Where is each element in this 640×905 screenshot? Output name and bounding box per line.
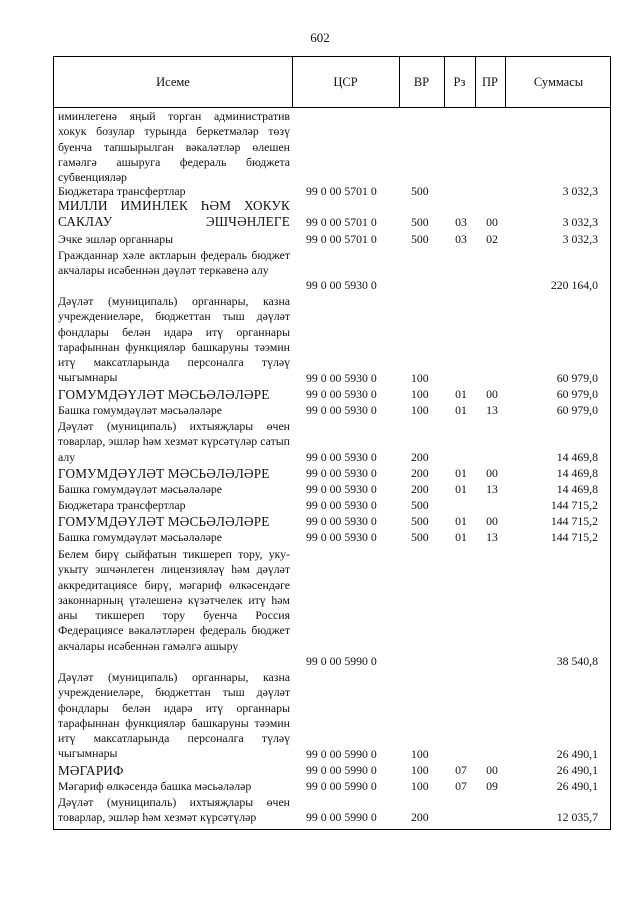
row-sum: 38 540,8 xyxy=(556,654,598,668)
column-header-pr: ПР xyxy=(482,75,498,89)
row-pr: 00 xyxy=(486,466,498,480)
row-pr: 00 xyxy=(486,387,498,401)
row-vr: 100 xyxy=(411,763,429,777)
row-name: Дәүләт (муниципаль) органнары, казна учреждениеләре, бюджеттан тыш дәүләт фондлары белән идарә итү органнары тарафыннан функцияләр башкаруны тәэмин итү максатларында персоналга түләү чыгымнары xyxy=(58,670,290,761)
row-vr: 500 xyxy=(411,514,429,528)
column-header-csr: ЦСР xyxy=(333,75,358,89)
row-name: Бюджетара трансфертлар xyxy=(58,498,186,512)
row-vr: 500 xyxy=(411,184,429,198)
row-pr: 00 xyxy=(486,215,498,229)
row-sum: 220 164,0 xyxy=(550,278,598,292)
budget-table xyxy=(53,56,611,830)
row-name: ГОМУМДӘҮЛӘТ МӘСЬӘЛӘЛӘРЕ xyxy=(58,466,270,481)
row-pr: 13 xyxy=(486,403,498,417)
row-rz: 07 xyxy=(455,763,467,777)
row-rz: 01 xyxy=(455,403,467,417)
row-sum: 12 035,7 xyxy=(556,810,598,824)
row-name: Бюджетара трансфертлар xyxy=(58,184,186,198)
row-name: Дәүләт (муниципаль) ихтыяҗлары өчен товарлар, эшләр һәм хезмәт күрсәтүләр сатып алу xyxy=(58,419,290,464)
row-name: Башка гомумдәүләт мәсьәләләре xyxy=(58,482,223,496)
row-sum: 14 469,8 xyxy=(556,466,598,480)
row-vr: 500 xyxy=(411,215,429,229)
row-sum: 144 715,2 xyxy=(550,498,598,512)
page-number: 602 xyxy=(310,30,330,45)
row-pr: 13 xyxy=(486,530,498,544)
row-csr: 99 0 00 5990 0 xyxy=(306,747,377,761)
row-sum: 3 032,3 xyxy=(562,184,598,198)
row-rz: 03 xyxy=(455,215,467,229)
row-name: Мәгариф өлкәсендә башка мәсьәләләр xyxy=(58,779,252,793)
row-vr: 500 xyxy=(411,232,429,246)
row-vr: 100 xyxy=(411,779,429,793)
row-csr: 99 0 00 5701 0 xyxy=(306,232,377,246)
row-name: Белем бирү сыйфатын тикшереп тору, уку-укыту эшчәнлеген лицензияләү һәм дәүләт аккредитациясе бирү, мәгариф өлкәсендәге законнарның үтәлешенә күзәтчелек итү һәм аны тикшереп тору буенча Россия Федерациясе вәкаләтләрен федераль бюджет акчалары исәбеннән гамәлгә ашыру xyxy=(58,547,290,653)
row-sum: 26 490,1 xyxy=(556,763,598,777)
row-name: ГОМУМДӘҮЛӘТ МӘСЬӘЛӘЛӘРЕ xyxy=(58,514,270,529)
row-vr: 100 xyxy=(411,747,429,761)
row-name: МИЛЛИ ИМИНЛЕК ҺӘМ ХОКУК САКЛАУ ЭШЧӘНЛЕГЕ xyxy=(58,198,290,229)
row-csr: 99 0 00 5930 0 xyxy=(306,498,377,512)
row-name: Эчке эшләр органнары xyxy=(58,232,174,246)
row-csr: 99 0 00 5930 0 xyxy=(306,466,377,480)
row-sum: 26 490,1 xyxy=(556,779,598,793)
row-rz: 01 xyxy=(455,387,467,401)
row-pr: 13 xyxy=(486,482,498,496)
row-csr: 99 0 00 5990 0 xyxy=(306,779,377,793)
column-header-name: Исеме xyxy=(156,75,190,89)
row-vr: 500 xyxy=(411,498,429,512)
row-csr: 99 0 00 5930 0 xyxy=(306,278,377,292)
row-vr: 100 xyxy=(411,403,429,417)
row-name: Башка гомумдәүләт мәсьәләләре xyxy=(58,403,223,417)
row-rz: 01 xyxy=(455,514,467,528)
row-rz: 07 xyxy=(455,779,467,793)
row-csr: 99 0 00 5701 0 xyxy=(306,184,377,198)
row-pr: 09 xyxy=(486,779,498,793)
row-vr: 500 xyxy=(411,530,429,544)
row-name: иминлегенә яңый торган административ хокук бозулар турында беркетмәләр төзү буенча тапшырылган вәкаләтләр өлешен гамәлгә ашыруга федераль бюджета субвенцияләр xyxy=(58,109,290,185)
row-sum: 3 032,3 xyxy=(562,232,598,246)
row-csr: 99 0 00 5701 0 xyxy=(306,215,377,229)
row-csr: 99 0 00 5990 0 xyxy=(306,654,377,668)
row-sum: 14 469,8 xyxy=(556,482,598,496)
column-header-sum: Суммасы xyxy=(533,75,584,89)
row-name: Башка гомумдәүләт мәсьәләләре xyxy=(58,530,223,544)
row-vr: 200 xyxy=(411,450,429,464)
row-sum: 144 715,2 xyxy=(550,514,598,528)
row-rz: 01 xyxy=(455,530,467,544)
row-pr: 00 xyxy=(486,514,498,528)
row-pr: 02 xyxy=(486,232,498,246)
row-csr: 99 0 00 5990 0 xyxy=(306,810,377,824)
row-csr: 99 0 00 5930 0 xyxy=(306,403,377,417)
row-sum: 60 979,0 xyxy=(556,371,598,385)
row-vr: 100 xyxy=(411,371,429,385)
row-rz: 01 xyxy=(455,482,467,496)
column-header-vr: ВР xyxy=(413,75,430,89)
column-header-rz: Рз xyxy=(453,75,466,89)
row-vr: 200 xyxy=(411,466,429,480)
row-sum: 26 490,1 xyxy=(556,747,598,761)
row-csr: 99 0 00 5930 0 xyxy=(306,530,377,544)
row-rz: 01 xyxy=(455,466,467,480)
row-vr: 100 xyxy=(411,387,429,401)
row-name: МӘГАРИФ xyxy=(58,763,124,778)
row-name: ГОМУМДӘҮЛӘТ МӘСЬӘЛӘЛӘРЕ xyxy=(58,387,270,402)
row-csr: 99 0 00 5930 0 xyxy=(306,387,377,401)
row-csr: 99 0 00 5930 0 xyxy=(306,482,377,496)
table-header xyxy=(54,57,610,108)
row-sum: 60 979,0 xyxy=(556,403,598,417)
row-csr: 99 0 00 5930 0 xyxy=(306,450,377,464)
row-pr: 00 xyxy=(486,763,498,777)
row-sum: 60 979,0 xyxy=(556,387,598,401)
row-csr: 99 0 00 5930 0 xyxy=(306,514,377,528)
row-name: Гражданнар хәле актларын федераль бюджет акчалары исәбеннән дәүләт теркәвенә алу xyxy=(58,248,290,278)
row-vr: 200 xyxy=(411,810,429,824)
row-rz: 03 xyxy=(455,232,467,246)
row-sum: 144 715,2 xyxy=(550,530,598,544)
row-sum: 3 032,3 xyxy=(562,215,598,229)
row-name: Дәүләт (муниципаль) органнары, казна учреждениеләре, бюджеттан тыш дәүләт фондлары белән идарә итү органнары тарафыннан функцияләр башкаруны тәэмин итү максатларында персоналга түләү чыгымнары xyxy=(58,294,290,385)
row-csr: 99 0 00 5990 0 xyxy=(306,763,377,777)
row-name: Дәүләт (муниципаль) ихтыяҗлары өчен товарлар, эшләр һәм хезмәт күрсәтүләр xyxy=(58,795,290,825)
row-vr: 200 xyxy=(411,482,429,496)
row-sum: 14 469,8 xyxy=(556,450,598,464)
row-csr: 99 0 00 5930 0 xyxy=(306,371,377,385)
